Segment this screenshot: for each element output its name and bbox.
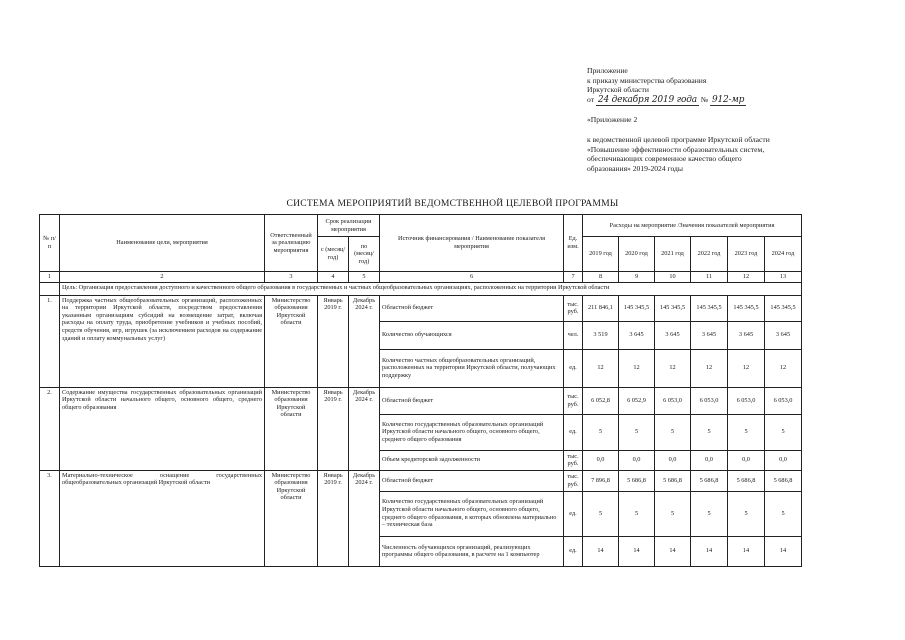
- indicator-value: 5: [655, 491, 691, 536]
- indicator-value: 6 052,9: [619, 387, 655, 414]
- indicator-label: Количество обучающихся: [380, 321, 564, 349]
- header-year: 2023 год: [728, 237, 765, 272]
- column-number: 11: [691, 272, 728, 283]
- column-number: 6: [380, 272, 564, 283]
- goal-text: Цель: Организация предоставления доступного и качественного общего образования в государственных и частных общеобразовательных организациях, расположенных на территории Иркутской области: [60, 282, 802, 295]
- measures-table: [39, 214, 802, 567]
- indicator-value: 211 846,1: [583, 295, 619, 321]
- header-from: с (месяц/ год): [318, 237, 349, 272]
- indicator-value: 5 686,8: [619, 470, 655, 491]
- indicator-value: 5: [765, 491, 802, 536]
- indicator-value: 14: [691, 536, 728, 566]
- indicator-unit: ед.: [564, 349, 583, 387]
- indicator-unit: ед.: [564, 491, 583, 536]
- indicator-value: 12: [691, 349, 728, 387]
- indicator-value: 145 345,5: [765, 295, 802, 321]
- indicator-value: 14: [619, 536, 655, 566]
- column-number: 4: [318, 272, 349, 283]
- header-year: 2022 год: [691, 237, 728, 272]
- indicator-value: 0,0: [583, 450, 619, 470]
- indicator-value: 145 345,5: [691, 295, 728, 321]
- from-prefix: от: [587, 94, 595, 104]
- indicator-value: 5 686,8: [691, 470, 728, 491]
- indicator-value: 5: [619, 414, 655, 450]
- indicator-value: 5 686,8: [728, 470, 765, 491]
- indicator-value: 6 053,0: [655, 387, 691, 414]
- indicator-unit: тыс. руб.: [564, 450, 583, 470]
- program-line: образования» 2019-2024 годы: [587, 163, 684, 173]
- measure-number: 2.: [40, 387, 60, 470]
- indicator-unit: чел.: [564, 321, 583, 349]
- indicator-value: 0,0: [619, 450, 655, 470]
- column-number: 5: [349, 272, 380, 283]
- indicator-label: Количество государственных образовательных организаций Иркутской области начального общего, основного общего, среднего общего образования, в которых обновлена материально – техническая база: [380, 491, 564, 536]
- measure-start: Январь 2019 г.: [318, 387, 349, 470]
- column-number: 3: [265, 272, 318, 283]
- indicator-value: 6 053,0: [765, 387, 802, 414]
- table-row: [40, 470, 802, 491]
- indicator-value: 3 519: [583, 321, 619, 349]
- measure-start: Январь 2019 г.: [318, 295, 349, 387]
- indicator-value: 14: [583, 536, 619, 566]
- measure-responsible: Министерство образования Иркутской области: [265, 387, 318, 470]
- column-number-row: [40, 272, 802, 283]
- indicator-value: 6 053,0: [728, 387, 765, 414]
- header-year: 2021 год: [655, 237, 691, 272]
- program-line: «Повышение эффективности образовательных систем,: [587, 144, 765, 154]
- indicator-value: 14: [765, 536, 802, 566]
- indicator-value: 3 645: [765, 321, 802, 349]
- indicator-unit: тыс. руб.: [564, 470, 583, 491]
- indicator-value: 145 345,5: [619, 295, 655, 321]
- header-unit: Ед. изм.: [564, 215, 583, 272]
- program-line: к ведомственной целевой программе Иркутской области: [587, 134, 770, 144]
- indicator-value: 7 896,8: [583, 470, 619, 491]
- header-year: 2020 год: [619, 237, 655, 272]
- column-number: 1: [40, 272, 60, 283]
- measure-end: Декабрь 2024 г.: [349, 470, 380, 566]
- indicator-value: 14: [655, 536, 691, 566]
- annex-block: [587, 66, 827, 173]
- indicator-label: Объем кредиторской задолженности: [380, 450, 564, 470]
- indicator-value: 3 645: [691, 321, 728, 349]
- indicator-label: Численность обучающихся организаций, реализующих программы общего образования, в расчете на 1 компьютер: [380, 536, 564, 566]
- indicator-value: 0,0: [691, 450, 728, 470]
- indicator-value: 5: [728, 414, 765, 450]
- handwritten-date: 24 декабря 2019 года: [597, 94, 697, 105]
- indicator-label: Количество частных общеобразовательных организаций, расположенных на территории Иркутской области, получающих поддержку: [380, 349, 564, 387]
- measure-start: Январь 2019 г.: [318, 470, 349, 566]
- indicator-value: 12: [655, 349, 691, 387]
- column-number: 9: [619, 272, 655, 283]
- column-number: 13: [765, 272, 802, 283]
- indicator-value: 5: [691, 491, 728, 536]
- indicator-value: 12: [728, 349, 765, 387]
- header-year: 2019 год: [583, 237, 619, 272]
- indicator-label: Областной бюджет: [380, 470, 564, 491]
- annex-sub: «Приложение 2: [587, 115, 638, 125]
- column-number: 12: [728, 272, 765, 283]
- indicator-unit: ед.: [564, 536, 583, 566]
- header-name: Наименование цели, мероприятия: [60, 215, 265, 272]
- program-line: обеспечивающих современное качество общего: [587, 154, 742, 164]
- indicator-value: 0,0: [728, 450, 765, 470]
- indicator-value: 0,0: [655, 450, 691, 470]
- indicator-value: 3 645: [619, 321, 655, 349]
- header-expenses: Расходы на мероприятие /Значения показателей мероприятия: [583, 215, 802, 237]
- measure-responsible: Министерство образования Иркутской области: [265, 295, 318, 387]
- indicator-value: 5 686,8: [655, 470, 691, 491]
- annex-line: Приложение: [587, 66, 628, 75]
- indicator-value: 3 645: [655, 321, 691, 349]
- measure-name: Материально-техническое оснащение государственных общеобразовательных организаций Иркутской области: [60, 470, 265, 566]
- indicator-value: 5: [765, 414, 802, 450]
- indicator-value: 3 645: [728, 321, 765, 349]
- document-title: СИСТЕМА МЕРОПРИЯТИЙ ВЕДОМСТВЕННОЙ ЦЕЛЕВОЙ ПРОГРАММЫ: [286, 198, 619, 209]
- measure-end: Декабрь 2024 г.: [349, 295, 380, 387]
- column-number: 7: [564, 272, 583, 283]
- measure-name: Содержание имущества государственных образовательных организаций Иркутской области начального общего, основного общего, среднего общего образования: [60, 387, 265, 470]
- header-responsible: Ответственный за реализацию мероприятия: [265, 215, 318, 272]
- annex-date-line: [587, 95, 827, 106]
- indicator-label: Количество государственных образовательных организаций Иркутской области начального общего, основного общего, среднего общего образования: [380, 414, 564, 450]
- indicator-value: 12: [619, 349, 655, 387]
- header-num: № п/п: [40, 215, 60, 272]
- header-year: 2024 год: [765, 237, 802, 272]
- table-row: [40, 387, 802, 414]
- indicator-unit: тыс. руб.: [564, 387, 583, 414]
- indicator-label: Областной бюджет: [380, 295, 564, 321]
- indicator-unit: тыс. руб.: [564, 295, 583, 321]
- indicator-value: 5: [728, 491, 765, 536]
- measure-name: Поддержка частных общеобразовательных организаций, расположенных на территории Иркутской области, посредством предоставления указанным организациям субсидий на возмещение затрат, включая расходы на оплату труда, приобретение учебников и учебных пособий, средств обучения, игр, игрушек (за исключением расходов на содержание зданий и оплату коммунальных услуг): [60, 295, 265, 387]
- indicator-value: 5: [619, 491, 655, 536]
- annex-line: к приказу министерства образования: [587, 75, 707, 85]
- indicator-value: 145 345,5: [728, 295, 765, 321]
- indicator-value: 6 053,0: [691, 387, 728, 414]
- handwritten-number: 912-мр: [711, 94, 745, 105]
- column-number: 10: [655, 272, 691, 283]
- number-prefix: №: [700, 94, 709, 104]
- indicator-value: 145 345,5: [655, 295, 691, 321]
- indicator-value: 0,0: [765, 450, 802, 470]
- indicator-value: 12: [765, 349, 802, 387]
- indicator-value: 6 052,8: [583, 387, 619, 414]
- indicator-value: 5: [691, 414, 728, 450]
- indicator-value: 5: [655, 414, 691, 450]
- measure-number: 3.: [40, 470, 60, 566]
- header-to: по (месяц/ год): [349, 237, 380, 272]
- indicator-value: 14: [728, 536, 765, 566]
- measure-end: Декабрь 2024 г.: [349, 387, 380, 470]
- measure-number: 1.: [40, 295, 60, 387]
- column-number: 8: [583, 272, 619, 283]
- annex-line: Иркутской области: [587, 85, 649, 95]
- header-term: Срок реализации мероприятия: [318, 215, 380, 237]
- column-number: 2: [60, 272, 265, 283]
- indicator-value: 12: [583, 349, 619, 387]
- indicator-label: Областной бюджет: [380, 387, 564, 414]
- indicator-unit: ед.: [564, 414, 583, 450]
- goal-row: [40, 282, 802, 295]
- indicator-value: 5: [583, 491, 619, 536]
- indicator-value: 5 686,8: [765, 470, 802, 491]
- table-row: [40, 295, 802, 321]
- indicator-value: 5: [583, 414, 619, 450]
- measure-responsible: Министерство образования Иркутской области: [265, 470, 318, 566]
- header-source: Источник финансирования / Наименование показателя мероприятия: [380, 215, 564, 272]
